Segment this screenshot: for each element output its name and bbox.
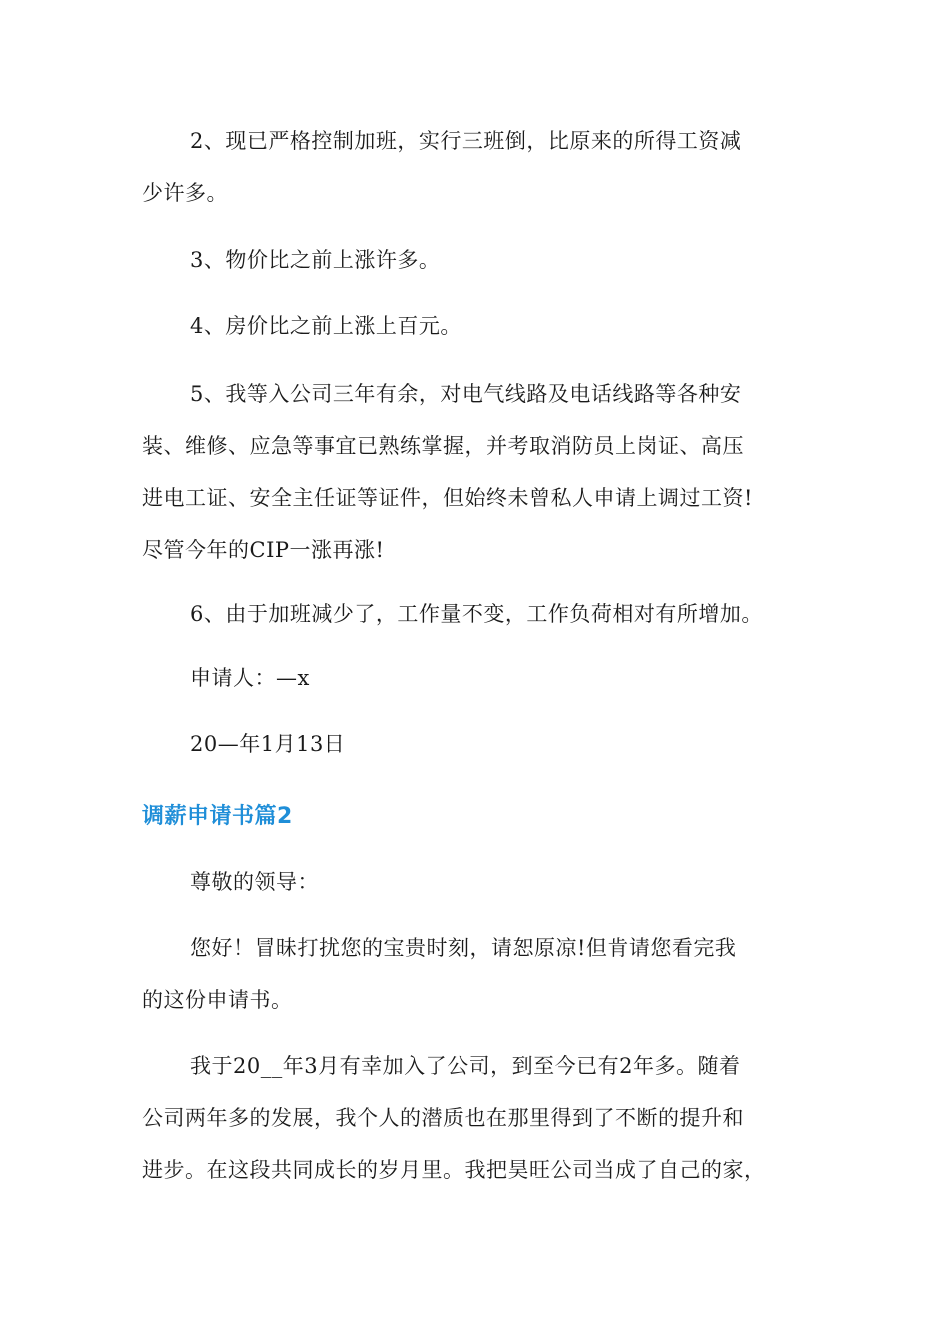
salutation bbox=[142, 856, 812, 908]
text-line: 我于20__年3月有幸加入了公司，到至今已有2年多。随着 bbox=[190, 1054, 741, 1078]
paragraph-item-2 bbox=[142, 115, 812, 219]
text-line: 装、维修、应急等事宜已熟练掌握，并考取消防员上岗证、高压 bbox=[142, 434, 744, 458]
paragraph-item-5 bbox=[142, 368, 812, 576]
text-line: 20—年1月13日 bbox=[190, 732, 346, 756]
text-line: 4、房价比之前上涨上百元。 bbox=[190, 314, 462, 338]
text-line: 尽管今年的CIP一涨再涨! bbox=[142, 538, 385, 562]
text-line: 公司两年多的发展，我个人的潜质也在那里得到了不断的提升和 bbox=[142, 1106, 744, 1130]
paragraph-item-6 bbox=[142, 588, 812, 640]
text-line: 2、现已严格控制加班，实行三班倒，比原来的所得工资减 bbox=[190, 129, 742, 153]
text-line: 进步。在这段共同成长的岁月里。我把昊旺公司当成了自己的家， bbox=[142, 1158, 766, 1182]
text-line: 3、物价比之前上涨许多。 bbox=[190, 248, 441, 272]
section-heading: 调薪申请书篇2 bbox=[142, 804, 293, 829]
text-line: 6、由于加班减少了，工作量不变，工作负荷相对有所增加。 bbox=[190, 602, 763, 626]
greeting-paragraph bbox=[142, 922, 812, 1026]
paragraph-item-3 bbox=[142, 234, 812, 286]
text-line: 的这份申请书。 bbox=[142, 988, 293, 1012]
applicant-line bbox=[142, 652, 812, 704]
text-line: 尊敬的领导： bbox=[190, 870, 319, 894]
paragraph-item-4 bbox=[142, 300, 812, 352]
text-line: 进电工证、安全主任证等证件，但始终未曾私人申请上调过工资! bbox=[142, 486, 753, 510]
text-line: 少许多。 bbox=[142, 181, 228, 205]
text-line: 申请人：—x bbox=[190, 666, 310, 690]
body-paragraph bbox=[142, 1040, 812, 1196]
text-line: 您好！冒昧打扰您的宝贵时刻，请恕原凉!但肯请您看完我 bbox=[190, 936, 737, 960]
date-line bbox=[142, 718, 812, 770]
text-line: 5、我等入公司三年有余，对电气线路及电话线路等各种安 bbox=[190, 382, 742, 406]
